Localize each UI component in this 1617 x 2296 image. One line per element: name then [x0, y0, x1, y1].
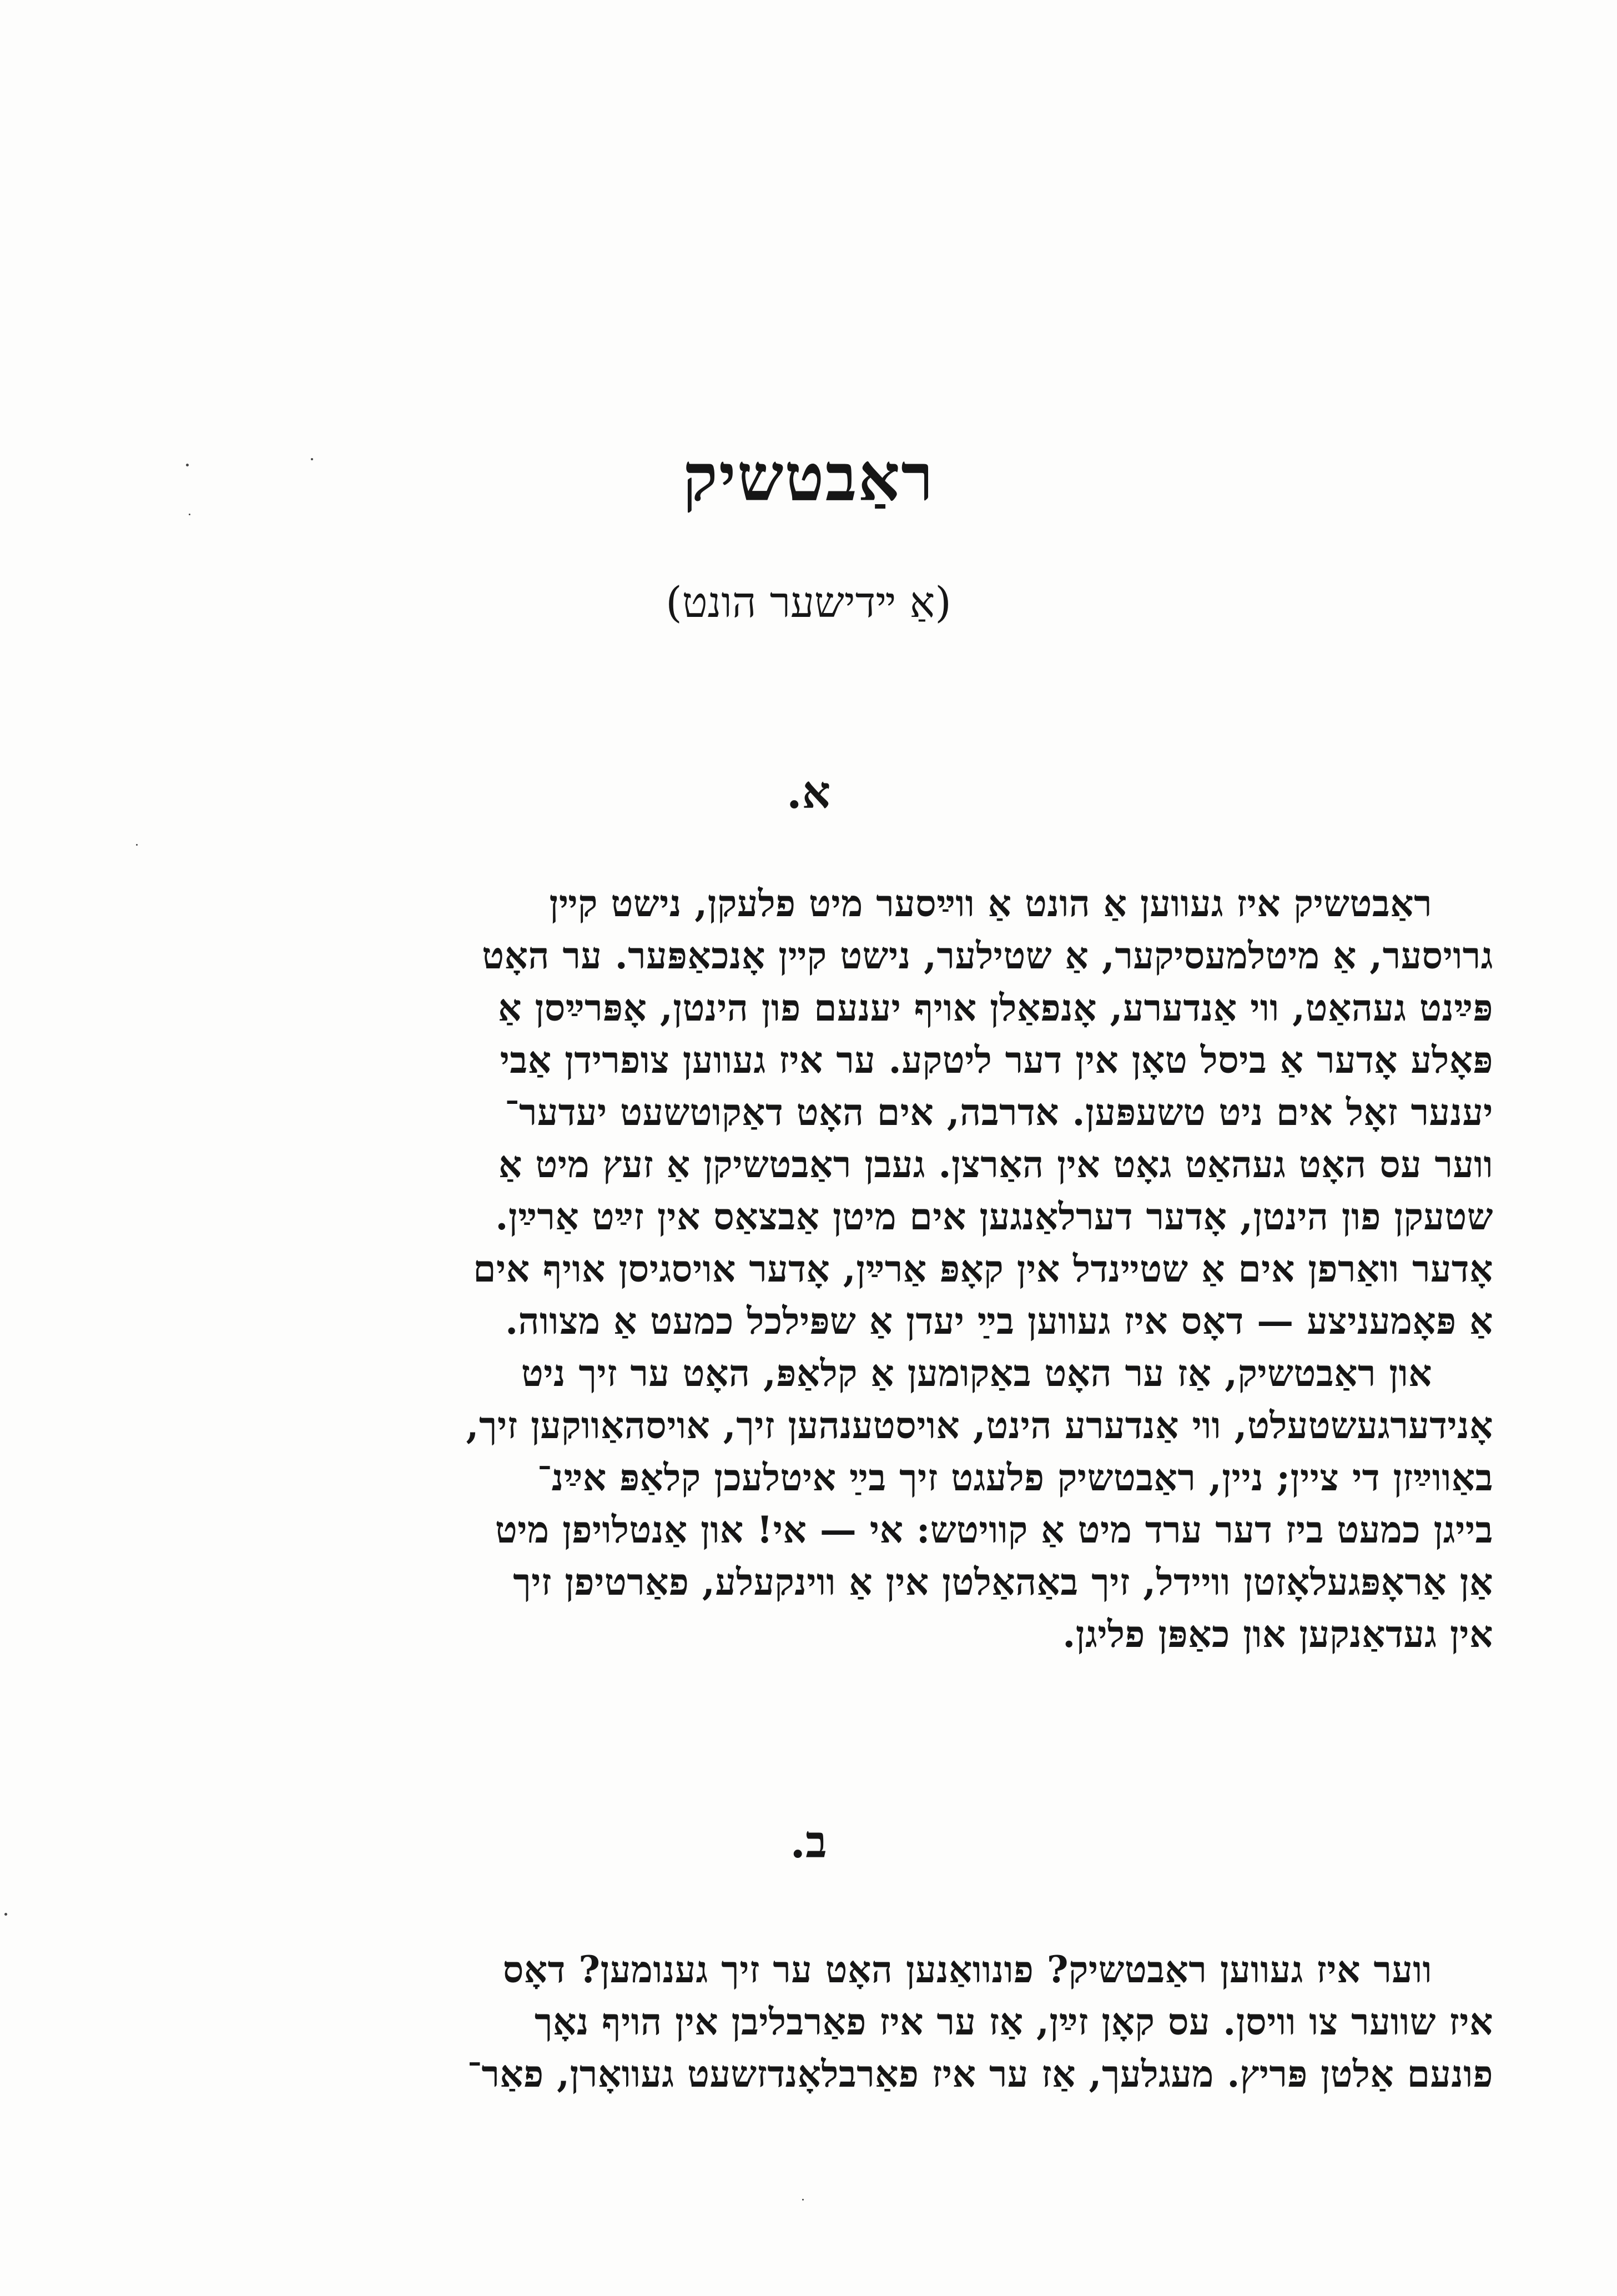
text-line: אָדער וואַרפן אים אַ שטײנדל אין קאָפּ אַרײַן, אָדער אויסגיסן אויף אים	[473, 1247, 1493, 1290]
text-line: אין געדאַנקען און כאַפּן פליגן.	[1062, 1612, 1493, 1656]
scan-speck	[186, 464, 189, 466]
section-a-text	[192, 877, 1493, 1660]
scan-speck	[802, 2199, 804, 2200]
text-line: איז שווער צו וויסן. עס קאָן זײַן, אַז ער איז פאַרבליבן אין הויף נאָך	[535, 2000, 1493, 2043]
text-line: פונעם אַלטן פּריץ. מעגלעך, אַז ער איז פאַרבלאָנדזשעט געוואָרן, פאַר־	[467, 2052, 1493, 2096]
scan-speck	[311, 458, 313, 460]
text-line: און ראַבטשיק, אַז ער האָט באַקומען אַ קלאַפּ, האָט ער זיך ניט	[521, 1352, 1432, 1395]
text-line: שטעקן פון הינטן, אָדער דערלאַנגען אים מיטן אַבצאַס אין זײַט אַרײַן.	[495, 1195, 1493, 1238]
text-line: פּײַנט געהאַט, ווי אַנדערע, אָנפאַלן אויף יענעם פון הינטן, אָפּרײַסן אַ	[498, 986, 1493, 1029]
scan-speck	[189, 514, 190, 515]
text-line: ווער עס האָט געהאַט גאָט אין האַרצן. געבן ראַבטשיקן אַ זעץ מיט אַ	[498, 1143, 1493, 1186]
text-line: ראַבטשיק איז געווען אַ הונט אַ ווײַסער מיט פלעקן, נישט קײן	[549, 882, 1432, 925]
section-marker-b: ב.	[790, 1816, 827, 1868]
text-line: אַן אַראָפּגעלאָזטן וויידל, זיך באַהאַלטן אין אַ ווינקעלע, פאַרטיפן זיך	[513, 1560, 1493, 1604]
scan-speck	[136, 844, 138, 846]
chapter-subtitle: (אַ ײדישער הונט)	[666, 577, 951, 627]
text-line: באַווײַזן די ציין; ניין, ראַבטשיק פלעגט זיך בײַ איטלעכן קלאַפּ אײַנ־	[537, 1456, 1493, 1499]
scan-speck	[4, 1913, 7, 1916]
text-line: פּאָלע אָדער אַ ביסל טאָן אין דער ליטקע. ער איז געווען צופרידן אַבי	[500, 1038, 1493, 1082]
text-line: ווער איז געווען ראַבטשיק? פונוואַנען האָט ער זיך גענומען? דאָס	[502, 1948, 1432, 1991]
section-marker-a: א.	[786, 766, 831, 818]
text-line: גרויסער, אַ מיטלמעסיקער, אַ שטילער, נישט קײן אָנכאַפּער. ער האָט	[482, 934, 1493, 977]
section-b-text	[192, 1943, 1493, 2100]
text-line: בייגן כמעט ביז דער ערד מיט אַ קוויטש: אי — אי! און אַנטלויפן מיט	[495, 1508, 1493, 1551]
text-line: יענער זאָל אים ניט טשעפּען. אדרבה, אים האָט דאַקוטשעט יעדער־	[505, 1091, 1493, 1134]
text-line: אָנידערגעשטעלט, ווי אַנדערע הינט, אויסטענהען זיך, אויסהאַווקען זיך,	[466, 1404, 1493, 1447]
text-line: אַ פּאָמעניצע — דאָס איז געווען בײַ יעדן אַ שפּילכל כמעט אַ מצווה.	[505, 1299, 1493, 1343]
chapter-title: ראַבטשיק	[682, 439, 935, 516]
